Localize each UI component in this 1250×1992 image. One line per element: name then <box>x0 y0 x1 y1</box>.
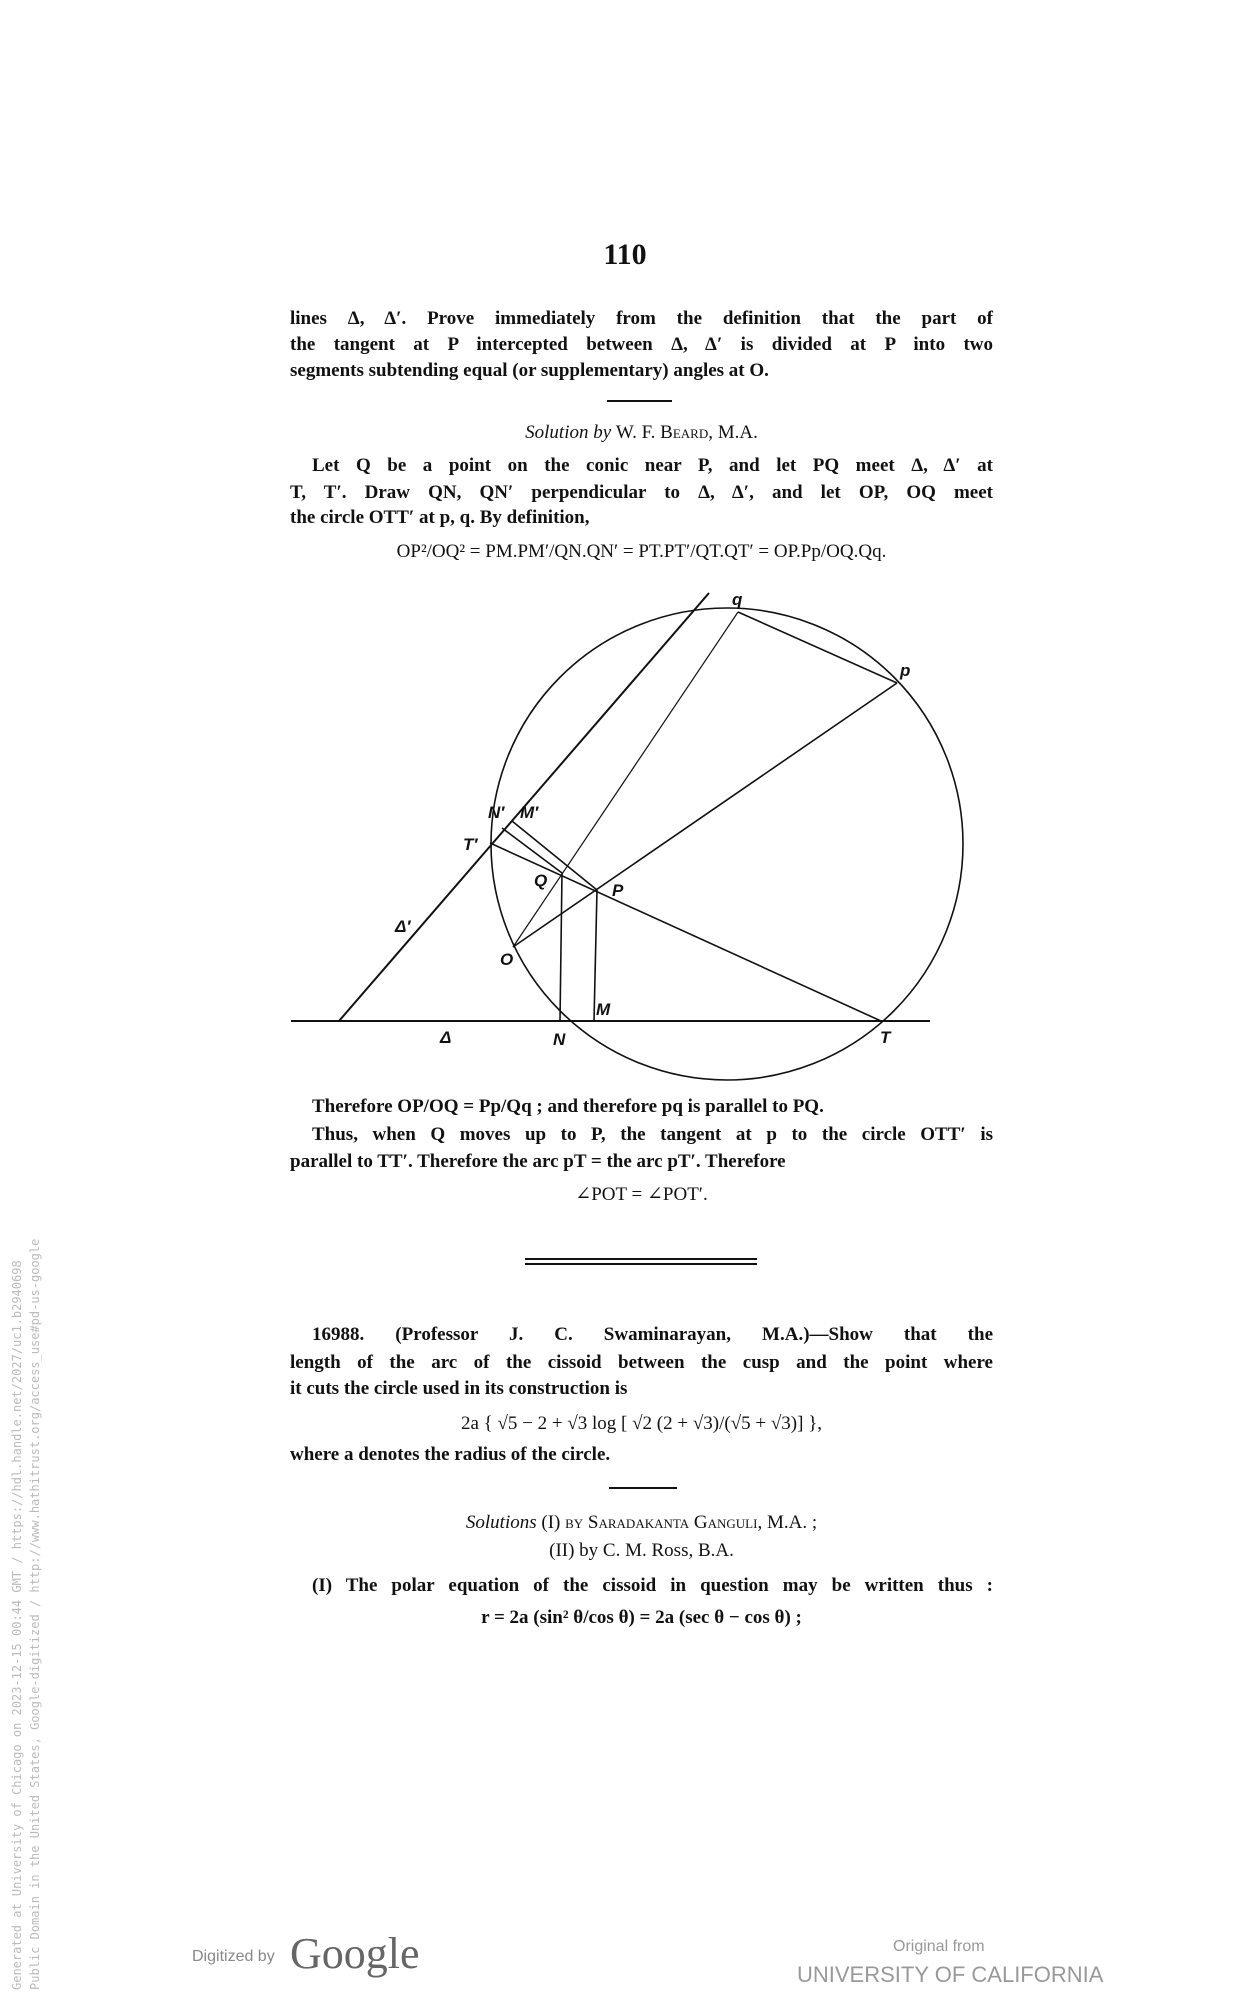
problem-line: length of the arc of the cissoid between the cusp and the point where <box>290 1352 993 1373</box>
solution-line: the circle OTT′ at p, q. By definition, <box>290 507 590 528</box>
label-t: T <box>880 1028 891 1047</box>
problem-heading <box>312 1322 993 1348</box>
problem-number: 16988. <box>312 1324 365 1345</box>
line-qn-prime <box>502 828 562 873</box>
conclusion-line: Therefore OP/OQ = Pp/Qq ; and therefore pq is parallel to PQ. <box>312 1096 824 1117</box>
line-pq-small <box>738 612 897 683</box>
solutions-author-1: (I) by Saradakanta Ganguli, M.A. ; <box>541 1512 818 1533</box>
problem-line: it cuts the circle used in its construction is <box>290 1378 628 1399</box>
conclusion-line: Thus, when Q moves up to P, the tangent at p to the circle OTT′ is <box>312 1124 993 1145</box>
intro-line: segments subtending equal (or supplementary) angles at O. <box>290 360 769 381</box>
label-delta: Δ <box>440 1028 452 1047</box>
label-p-small: p <box>900 661 911 680</box>
line-qn <box>560 873 562 1021</box>
solution-author: W. F. Beard, M.A. <box>615 422 758 443</box>
problem-formula: 2a { √5 − 2 + √3 log [ √2 (2 + √3)/(√5 + √3)] }, <box>460 1413 823 1434</box>
watermark-line: Generated at University of Chicago on 2023-12-15 00:44 GMT / https://hdl.handle.net/2027/uc1.b2940698 <box>10 1260 24 1990</box>
label-m-prime: M′ <box>520 803 539 822</box>
label-t-prime: T′ <box>463 835 478 854</box>
original-from: Original from <box>893 1938 985 1955</box>
intro-line: the tangent at P intercepted between Δ, Δ′ is divided at P into two <box>290 334 993 355</box>
double-divider-top <box>525 1258 757 1260</box>
line-pm-prime <box>512 821 597 890</box>
divider <box>609 1487 677 1489</box>
label-q: Q <box>534 871 548 890</box>
solution-line: Let Q be a point on the conic near P, and let PQ meet Δ, Δ′ at <box>312 455 993 476</box>
hathitrust-watermark <box>8 1239 44 1990</box>
problem-author: (Professor J. C. Swaminarayan, M.A.)—Show that the <box>395 1324 994 1345</box>
double-divider-bottom <box>525 1263 757 1265</box>
label-p: P <box>612 881 624 900</box>
solutions-author-2: (II) by C. M. Ross, B.A. <box>549 1540 734 1561</box>
solution-paragraph: (I) The polar equation of the cissoid in question may be written thus : <box>312 1575 993 1596</box>
intro-line: lines Δ, Δ′. Prove immediately from the definition that the part of <box>290 308 993 329</box>
label-delta-prime: Δ′ <box>395 917 411 936</box>
conclusion-equation: ∠POT = ∠POT′. <box>575 1184 708 1205</box>
label-m: M <box>596 1000 611 1019</box>
label-q-small: q <box>732 590 743 609</box>
equation: OP²/OQ² = PM.PM′/QN.QN′ = PT.PT′/QT.QT′ = OP.Pp/OQ.Qq. <box>396 541 887 562</box>
solution-by: Solution by <box>525 422 612 443</box>
line-tt-prime <box>490 843 881 1021</box>
polar-equation: r = 2a (sin² θ/cos θ) = 2a (sec θ − cos θ) ; <box>481 1607 802 1628</box>
digitized-by: Digitized by <box>192 1948 275 1965</box>
label-o: O <box>500 950 514 969</box>
google-logo: Google <box>290 1929 420 1978</box>
circle-ott <box>491 608 963 1080</box>
watermark-line: Public Domain in the United States, Google-digitized / http://www.hathitrust.org/access_use#pd-us-google <box>28 1238 42 1990</box>
label-n-prime: N′ <box>488 803 505 822</box>
institution: UNIVERSITY OF CALIFORNIA <box>797 1962 1104 1987</box>
solutions-heading <box>290 1510 993 1536</box>
solutions-label: Solutions <box>465 1512 537 1533</box>
conclusion-line: parallel to TT′. Therefore the arc pT = the arc pT′. Therefore <box>290 1151 786 1172</box>
problem-line: where a denotes the radius of the circle. <box>290 1444 611 1465</box>
line-op <box>513 683 897 947</box>
page-number: 110 <box>603 238 647 271</box>
label-n: N <box>553 1030 566 1049</box>
solution-line: T, T′. Draw QN, QN′ perpendicular to Δ, Δ′, and let OP, OQ meet <box>290 482 993 503</box>
